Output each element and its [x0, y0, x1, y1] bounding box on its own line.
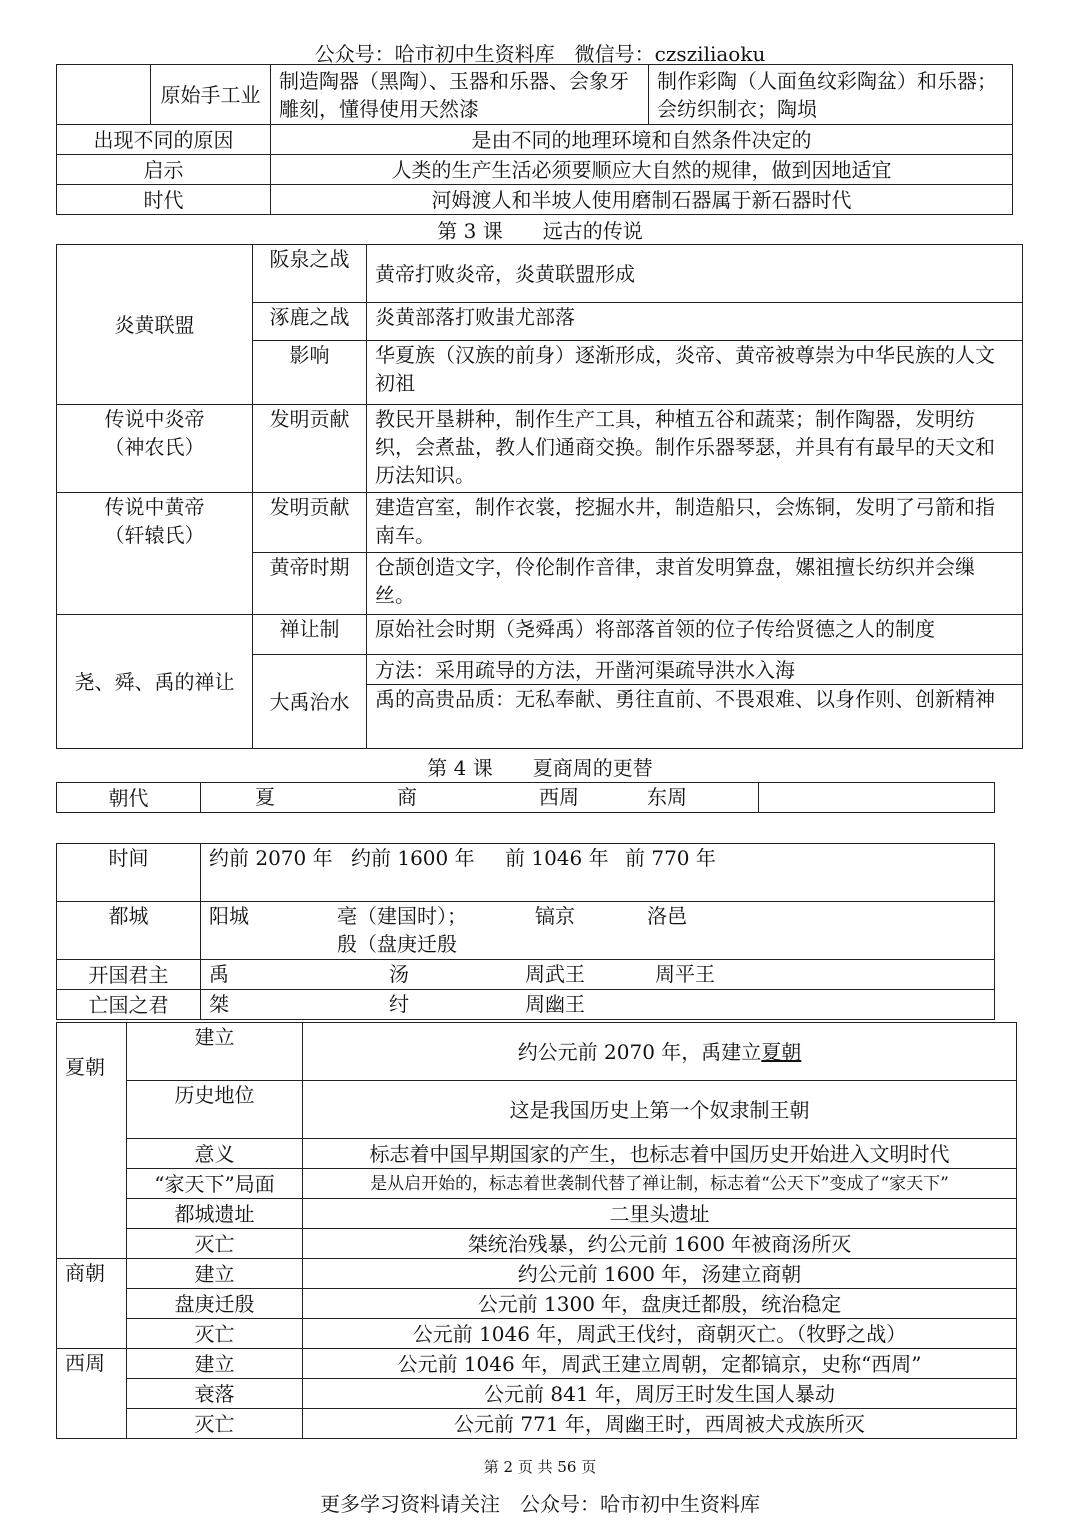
time-xia: 约前 2070 年 [209, 846, 333, 870]
sub-label: 建立 [127, 1259, 303, 1289]
value-text: 约公元前 2070 年，禹建立 [517, 1039, 762, 1064]
dynasty-label: 商朝 [57, 1259, 127, 1349]
sub-label: 都城遗址 [127, 1199, 303, 1229]
sub-label: 建立 [127, 1023, 303, 1081]
table-dynasty-header [56, 782, 995, 813]
dynasty-dongzhou: 东周 [647, 785, 687, 809]
dynasty-names [201, 783, 759, 813]
value-cell: 这是我国历史上第一个奴隶制王朝 [303, 1081, 1017, 1139]
group-label: 炎黄联盟 [57, 245, 253, 405]
empty-cell [57, 65, 151, 125]
dynasty-shang: 商 [397, 785, 417, 809]
table-dynasty-overview [56, 843, 995, 1020]
value-cell [303, 1023, 1017, 1081]
banpo-cell: 制作彩陶（人面鱼纹彩陶盆）和乐器；会纺织制衣；陶埙 [649, 65, 1013, 125]
value-cell: 华夏族（汉族的前身）逐渐形成，炎帝、黄帝被尊崇为中华民族的人文初祖 [367, 341, 1023, 405]
table-primitive-life [56, 64, 1013, 215]
last-shang: 纣 [389, 992, 409, 1016]
sub-label: 灭亡 [127, 1409, 303, 1439]
row-label: 朝代 [57, 783, 201, 813]
sub-label: 盘庚迁殷 [127, 1289, 303, 1319]
capital-xizhou: 镐京 [535, 904, 575, 928]
group-label-line2: （轩辕氏） [104, 523, 205, 547]
sub-label: 意义 [127, 1139, 303, 1169]
value-cell: 黄帝打败炎帝，炎黄联盟形成 [367, 245, 1023, 303]
capital-values [201, 902, 995, 960]
sub-label: 涿鹿之战 [253, 303, 367, 341]
row-label: 时间 [57, 844, 201, 902]
time-shang: 约前 1600 年 [351, 846, 475, 870]
dynasty-xia: 夏 [255, 785, 275, 809]
sub-label: 阪泉之战 [253, 245, 367, 303]
sub-label: “家天下”局面 [127, 1169, 303, 1199]
sub-label: 黄帝时期 [253, 553, 367, 615]
row-label: 启示 [57, 155, 271, 185]
row-value: 人类的生产生活必须要顺应大自然的规律，做到因地适宜 [271, 155, 1013, 185]
value-cell: 约公元前 1600 年，汤建立商朝 [303, 1259, 1017, 1289]
dynasty-label: 夏朝 [57, 1023, 127, 1259]
last-xizhou: 周幽王 [525, 992, 585, 1016]
capital-shang-1: 亳（建国时）； [337, 904, 467, 928]
value-underlined: 夏朝 [761, 1039, 802, 1064]
row-value: 是由不同的地理环境和自然条件决定的 [271, 125, 1013, 155]
capital-xia: 阳城 [209, 904, 249, 928]
founder-shang: 汤 [389, 962, 409, 986]
group-label-line1: 传说中炎帝 [104, 407, 205, 431]
table-dynasty-details [56, 1022, 1017, 1439]
value-cell: 二里头遗址 [303, 1199, 1017, 1229]
sub-label: 发明贡献 [253, 405, 367, 493]
page-header: 公众号：哈市初中生资料库 微信号：czsziliaoku [314, 42, 766, 66]
group-label-line2: （神农氏） [104, 435, 205, 459]
group-label-line1: 传说中黄帝 [104, 495, 205, 519]
sub-label: 发明贡献 [253, 493, 367, 553]
value-cell: 仓颉创造文字，伶伦制作音律，隶首发明算盘，嫘祖擅长纺织并会缫丝。 [367, 553, 1023, 615]
time-xizhou: 前 1046 年 [505, 846, 609, 870]
time-values [201, 844, 995, 902]
sub-label: 禅让制 [253, 615, 367, 655]
group-label: 尧、舜、禹的禅让 [57, 615, 253, 749]
lesson3-title: 第 3 课 远古的传说 [437, 219, 643, 243]
row-label: 亡国之君 [57, 990, 201, 1020]
value-cell: 桀统治残暴，约公元前 1600 年被商汤所灭 [303, 1229, 1017, 1259]
dynasty-label: 西周 [57, 1349, 127, 1439]
value-cell: 公元前 1300 年，盘庚迁都殷，统治稳定 [303, 1289, 1017, 1319]
sub-label: 大禹治水 [253, 655, 367, 749]
value-cell: 公元前 771 年，周幽王时，西周被犬戎族所灭 [303, 1409, 1017, 1439]
dynasty-xizhou: 西周 [539, 785, 579, 809]
hemudu-cell: 制造陶器（黑陶）、玉器和乐器、会象牙雕刻，懂得使用天然漆 [271, 65, 649, 125]
group-label [57, 493, 253, 615]
row-value: 河姆渡人和半坡人使用磨制石器属于新石器时代 [271, 185, 1013, 215]
row-label: 时代 [57, 185, 271, 215]
founder-values [201, 960, 995, 990]
sub-label: 建立 [127, 1349, 303, 1379]
value-cell: 是从启开始的，标志着世袭制代替了禅让制，标志着“公天下”变成了“家天下” [303, 1169, 1017, 1199]
time-dongzhou: 前 770 年 [625, 846, 716, 870]
page-number: 第 2 页 共 56 页 [483, 1458, 597, 1476]
value-cell: 公元前 1046 年，周武王伐纣，商朝灭亡。（牧野之战） [303, 1319, 1017, 1349]
value-cell: 公元前 841 年，周厉王时发生国人暴动 [303, 1379, 1017, 1409]
row-label: 开国君主 [57, 960, 201, 990]
sub-label: 历史地位 [127, 1081, 303, 1139]
value-cell: 标志着中国早期国家的产生，也标志着中国历史开始进入文明时代 [303, 1139, 1017, 1169]
sub-label: 衰落 [127, 1379, 303, 1409]
empty-cell [759, 783, 995, 813]
last-ruler-values [201, 990, 995, 1020]
value-cell: 炎黄部落打败蚩尤部落 [367, 303, 1023, 341]
row-label: 出现不同的原因 [57, 125, 271, 155]
group-label [57, 405, 253, 493]
value-cell: 建造宫室，制作衣裳，挖掘水井，制造船只，会炼铜，发明了弓箭和指南车。 [367, 493, 1023, 553]
table-legends [56, 244, 1023, 749]
last-xia: 桀 [209, 992, 229, 1016]
page-footer: 更多学习资料请关注 公众号：哈市初中生资料库 [320, 1492, 760, 1516]
value-cell: 原始社会时期（尧舜禹）将部落首领的位子传给贤德之人的制度 [367, 615, 1023, 655]
row-label: 原始手工业 [151, 65, 271, 125]
founder-dongzhou: 周平王 [655, 962, 715, 986]
capital-shang-2: 殷（盘庚迁殷 [337, 932, 457, 956]
founder-xizhou: 周武王 [525, 962, 585, 986]
capital-dongzhou: 洛邑 [647, 904, 687, 928]
value-cell: 教民开垦耕种，制作生产工具，种植五谷和蔬菜；制作陶器，发明纺织，会煮盐，教人们通商交换。制作乐器琴瑟，并具有有最早的天文和历法知识。 [367, 405, 1023, 493]
value-cell: 禹的高贵品质：无私奉献、勇往直前、不畏艰难、以身作则、创新精神 [367, 685, 1023, 749]
sub-label: 灭亡 [127, 1229, 303, 1259]
row-label: 都城 [57, 902, 201, 960]
value-cell: 方法：采用疏导的方法，开凿河渠疏导洪水入海 [367, 655, 1023, 685]
sub-label: 灭亡 [127, 1319, 303, 1349]
founder-xia: 禹 [209, 962, 229, 986]
sub-label: 影响 [253, 341, 367, 405]
value-cell: 公元前 1046 年，周武王建立周朝，定都镐京，史称“西周” [303, 1349, 1017, 1379]
lesson4-title: 第 4 课 夏商周的更替 [427, 756, 653, 780]
